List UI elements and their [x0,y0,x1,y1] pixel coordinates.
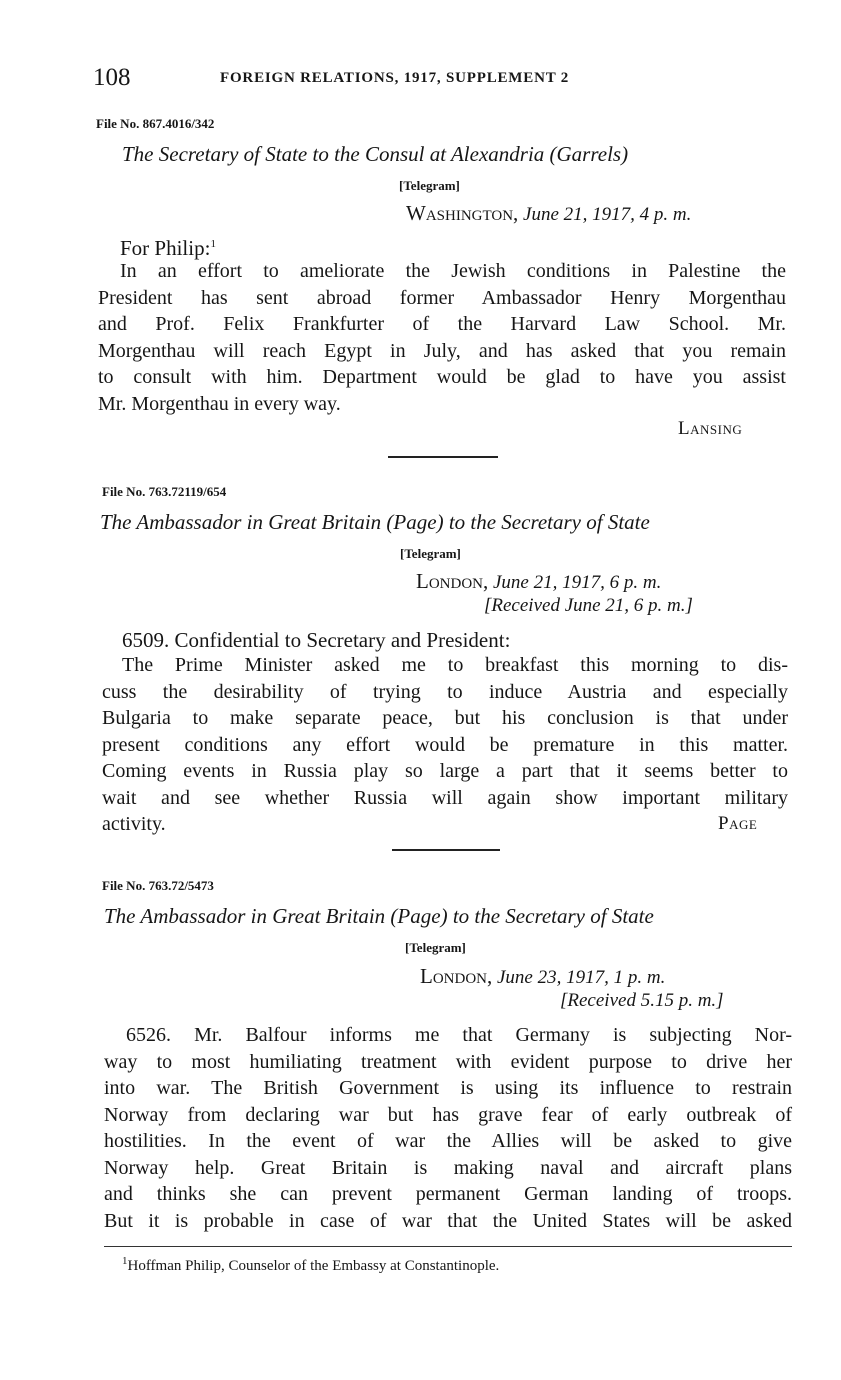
document-body [98,258,786,417]
dateline [420,964,665,989]
body-line: Mr. Morgenthau in every way. [98,392,341,415]
telegram-label: [Telegram] [405,940,466,955]
body-line: In an effort to ameliorate the Jewish conditions in Palestine the [120,260,786,282]
body-line: Morgenthau will reach Egypt in July, and has asked that you remain [98,339,786,362]
received-line: [Received 5.15 p. m.] [560,990,724,1011]
section-divider [392,849,500,851]
file-number: File No. 763.72119/654 [102,484,227,499]
footnote-rule [104,1246,792,1247]
body-line: Norway from declaring war but has grave fear of early outbreak of [104,1103,792,1126]
body-line: wait and see whether Russia will again show important military [102,786,788,809]
body-line: activity. [102,813,166,835]
body-line: and thinks she can prevent permanent German landing of troops. [104,1183,792,1205]
dateline-place: Washington, [406,201,519,225]
dateline-date: June 21, 1917, 4 p. m. [523,204,692,225]
body-line: to consult with him. Department would be glad to have you assist [98,366,786,388]
salutation: 6509. Confidential to Secretary and President: [122,628,511,652]
body-line: cuss the desirability of trying to induce Austria and especially [102,680,788,703]
dateline [416,569,661,594]
body-line: 6526. Mr. Balfour informs me that Germany is subjecting Nor- [126,1024,792,1046]
body-line: and Prof. Felix Frankfurter of the Harvard Law School. Mr. [98,313,786,335]
dateline-date: June 21, 1917, 6 p. m. [493,572,662,593]
document-body [102,652,788,838]
footnote-marker: 1 [122,1255,128,1267]
body-line: The Prime Minister asked me to breakfast this morning to dis- [122,654,788,676]
document-heading: The Ambassador in Great Britain (Page) to the Secretary of State [100,510,650,534]
salutation-text: For Philip: [120,236,211,260]
document-body [104,1022,792,1234]
footnote [122,1255,499,1275]
body-line: way to most humiliating treatment with evident purpose to drive her [104,1050,792,1073]
signature: Lansing [678,418,743,439]
telegram-label: [Telegram] [399,178,460,193]
telegram-label: [Telegram] [400,546,461,561]
body-line: Bulgaria to make separate peace, but his conclusion is that under [102,707,788,729]
section-divider [388,456,498,458]
signature: Page [718,813,758,834]
body-line: But it is probable in case of war that the United States will be asked [104,1209,792,1232]
body-line: into war. The British Government is using its influence to restrain [104,1077,792,1099]
body-line: Coming events in Russia play so large a part that it seems better to [102,760,788,782]
body-line: hostilities. In the event of war the Allies will be asked to give [104,1130,792,1152]
dateline-place: London, [416,569,489,593]
body-line: Norway help. Great Britain is making naval and aircraft plans [104,1156,792,1179]
footnote-reference: 1 [210,238,216,250]
body-line: President has sent abroad former Ambassador Henry Morgenthau [98,286,786,309]
file-number: File No. 763.72/5473 [102,878,214,893]
dateline-date: June 23, 1917, 1 p. m. [497,967,666,988]
received-line: [Received June 21, 6 p. m.] [484,595,693,616]
file-number: File No. 867.4016/342 [96,116,215,131]
document-heading: The Ambassador in Great Britain (Page) to the Secretary of State [104,904,654,928]
body-line: present conditions any effort would be premature in this matter. [102,733,788,756]
page-number: 108 [93,64,131,91]
document-heading: The Secretary of State to the Consul at Alexandria (Garrels) [122,142,629,166]
dateline [406,201,691,226]
running-title: FOREIGN RELATIONS, 1917, SUPPLEMENT 2 [220,70,570,86]
dateline-place: London, [420,964,493,988]
footnote-text: Hoffman Philip, Counselor of the Embassy at Constantinople. [127,1258,500,1274]
